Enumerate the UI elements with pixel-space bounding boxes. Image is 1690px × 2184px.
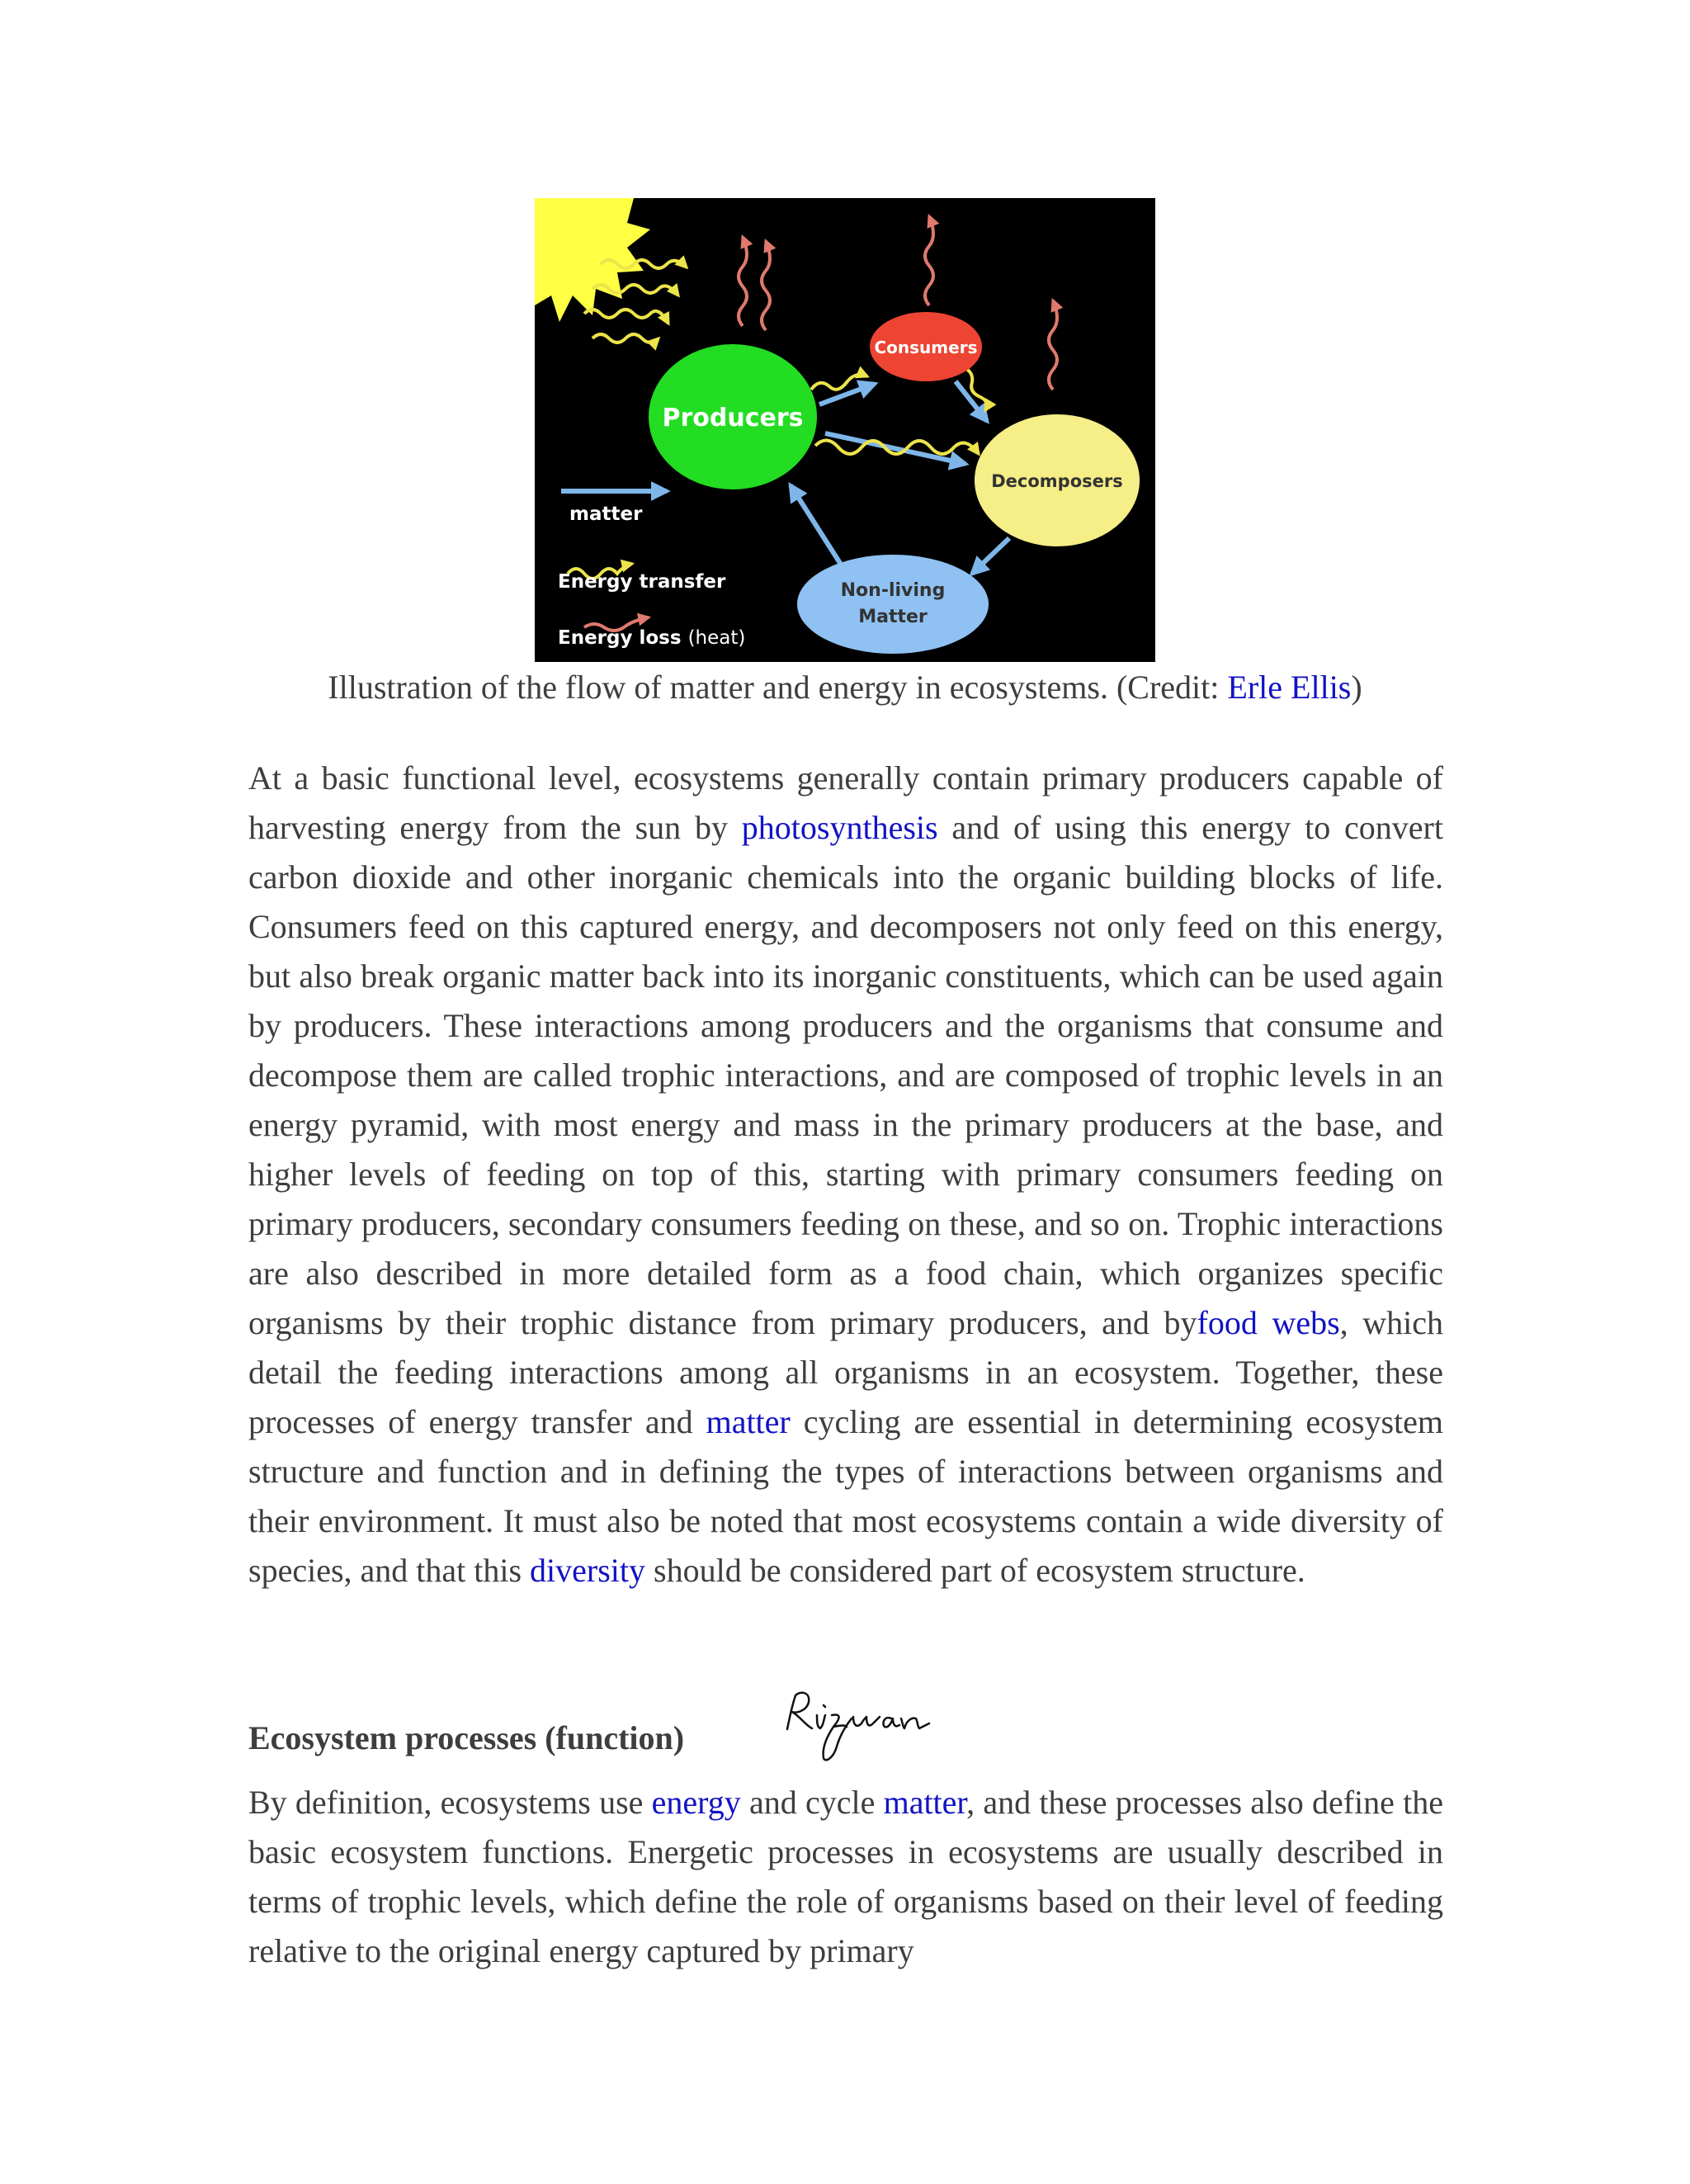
matter-link-2[interactable]: matter — [883, 1784, 967, 1821]
diversity-link[interactable]: diversity — [530, 1552, 646, 1589]
para1-text-4: cycling are essential in determining ecosystem structure and function and in defining the types of interactions between organisms and their environment. It must also be noted that most ecosystems contain a wide diversity of species, and that this — [248, 1403, 1444, 1589]
nonliving-matter-node — [797, 555, 989, 654]
body-paragraph-2 — [248, 1778, 1443, 1976]
decomposers-label: Decomposers — [991, 471, 1123, 491]
legend-matter-label: matter — [569, 503, 643, 525]
para1-text-1: At a basic functional level, ecosystems generally contain primary producers capable of harvesting energy from the sun by — [248, 759, 1443, 846]
section-heading: Ecosystem processes (function) — [248, 1719, 685, 1756]
nonliving-label-line1: Non-living — [840, 580, 946, 601]
caption-suffix: ) — [1351, 669, 1362, 706]
credit-link[interactable]: Erle Ellis — [1227, 669, 1352, 706]
producers-label: Producers — [662, 404, 804, 433]
legend-energy-transfer-label: Energy transfer — [558, 571, 726, 593]
ecosystem-flow-figure — [535, 198, 1155, 662]
matter-link[interactable]: matter — [706, 1403, 791, 1440]
para1-text-5: should be considered part of ecosystem structure. — [645, 1552, 1305, 1589]
legend-energy-loss-label: Energy loss (heat) — [558, 627, 746, 649]
figure-caption — [0, 664, 1690, 711]
handwritten-signature — [776, 1684, 941, 1775]
para2-text-1: By definition, ecosystems use — [248, 1784, 652, 1821]
para1-text-2: and of using this energy to convert carbon dioxide and other inorganic chemicals into the organic building blocks of life. Consumers feed on this captured energy, and decomposers not only feed on this energy, but also break organic matter back into its inorganic constituents, which can be used again by producers. These interactions among producers and the organisms that consume and decompose them are called trophic interactions, and are composed of trophic levels in an energy pyramid, with most energy and mass in the primary producers at the base, and higher levels of feeding on top of this, starting with primary consumers feeding on primary producers, secondary consumers feeding on these, and so on. Trophic interactions are also described in more detailed form as a food chain, which organizes specific organisms by their trophic distance from primary producers, and by — [248, 809, 1443, 1341]
consumers-label: Consumers — [874, 338, 978, 357]
photosynthesis-link[interactable]: photosynthesis — [741, 809, 938, 846]
para2-text-3: , and these processes also define the basic ecosystem functions. Energetic processes in ecosystems are usually described in terms of trophic levels, which define the role of organisms based on their level of feeding relative to the original energy captured by primary — [248, 1784, 1443, 1969]
energy-link[interactable]: energy — [651, 1784, 741, 1821]
nonliving-label-line2: Matter — [858, 607, 928, 627]
food-webs-link[interactable]: food webs — [1197, 1304, 1340, 1341]
para2-text-2: and cycle — [740, 1784, 884, 1821]
caption-text: Illustration of the flow of matter and energy in ecosystems. (Credit: — [328, 669, 1228, 706]
sun-shape — [535, 198, 650, 322]
body-paragraph-1 — [248, 754, 1443, 1595]
para1-text-3: , which detail the feeding interactions among all organisms in an ecosystem. Together, these processes of energy transfer and — [248, 1304, 1443, 1440]
ecosystem-flow-diagram — [535, 198, 1155, 662]
